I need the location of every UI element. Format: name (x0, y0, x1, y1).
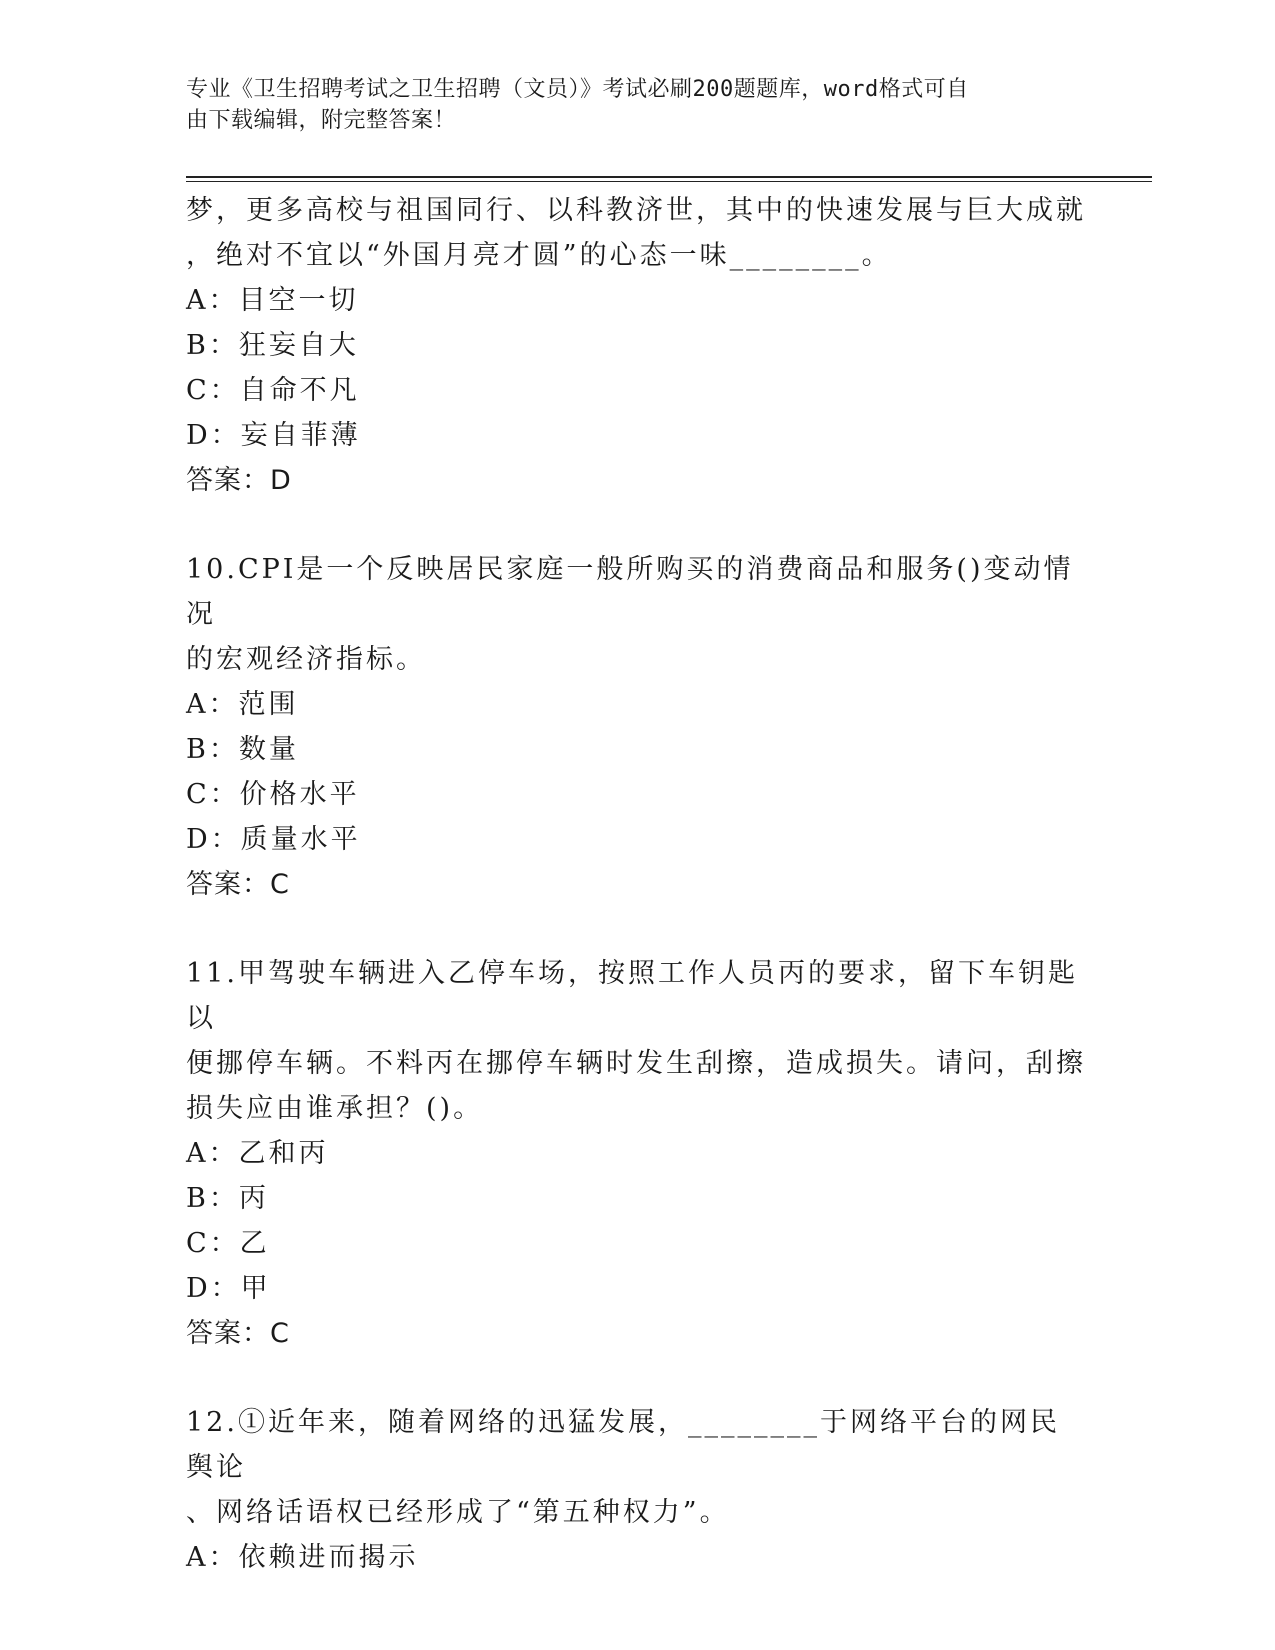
question-stem-line: 10.CPI是一个反映居民家庭一般所购买的消费商品和服务()变动情况 (186, 554, 1074, 630)
header-line-1: 专业《卫生招聘考试之卫生招聘（文员）》考试必刷200题题库，word格式可自 (186, 77, 969, 102)
question-stem-line: 便挪停车辆。不料丙在挪停车辆时发生刮擦，造成损失。请问，刮擦 (186, 1048, 1086, 1079)
question-10 (186, 547, 1086, 907)
question-stem-line: 的宏观经济指标。 (186, 644, 426, 675)
question-continued (186, 188, 1086, 503)
option-b: B：狂妄自大 (186, 330, 359, 361)
option-d: D：甲 (186, 1273, 271, 1304)
question-stem-line: ，绝对不宜以“外国月亮才圆”的心态一味________。 (186, 240, 892, 271)
option-c: C：价格水平 (186, 779, 360, 810)
header-divider-thin (186, 181, 1152, 182)
question-stem-line: 12.①近年来，随着网络的迅猛发展，________于网络平台的网民舆论 (186, 1407, 1060, 1483)
question-12 (186, 1400, 1086, 1580)
question-stem-line: 11.甲驾驶车辆进入乙停车场，按照工作人员丙的要求，留下车钥匙以 (186, 958, 1078, 1034)
header-line-2: 由下载编辑，附完整答案！ (186, 108, 457, 133)
question-stem-line: 、网络话语权已经形成了“第五种权力”。 (186, 1497, 730, 1528)
option-a: A：范围 (186, 689, 299, 720)
question-stem-line: 梦，更多高校与祖国同行、以科教济世，其中的快速发展与巨大成就 (186, 195, 1086, 226)
answer-line: 答案：C (186, 1318, 290, 1349)
option-a: A：目空一切 (186, 285, 359, 316)
option-c: C：乙 (186, 1228, 270, 1259)
question-stem-line: 损失应由谁承担？()。 (186, 1093, 484, 1124)
option-d: D：妄自菲薄 (186, 420, 361, 451)
header-divider-thick (186, 176, 1152, 178)
option-a: A：乙和丙 (186, 1138, 329, 1169)
answer-line: 答案：D (186, 465, 292, 496)
question-11 (186, 951, 1086, 1356)
option-c: C：自命不凡 (186, 375, 360, 406)
option-b: B：数量 (186, 734, 299, 765)
option-a: A：依赖进而揭示 (186, 1542, 419, 1573)
document-header (186, 74, 1086, 136)
question-list (186, 188, 1086, 1580)
answer-line: 答案：C (186, 869, 290, 900)
option-d: D：质量水平 (186, 824, 361, 855)
option-b: B：丙 (186, 1183, 269, 1214)
